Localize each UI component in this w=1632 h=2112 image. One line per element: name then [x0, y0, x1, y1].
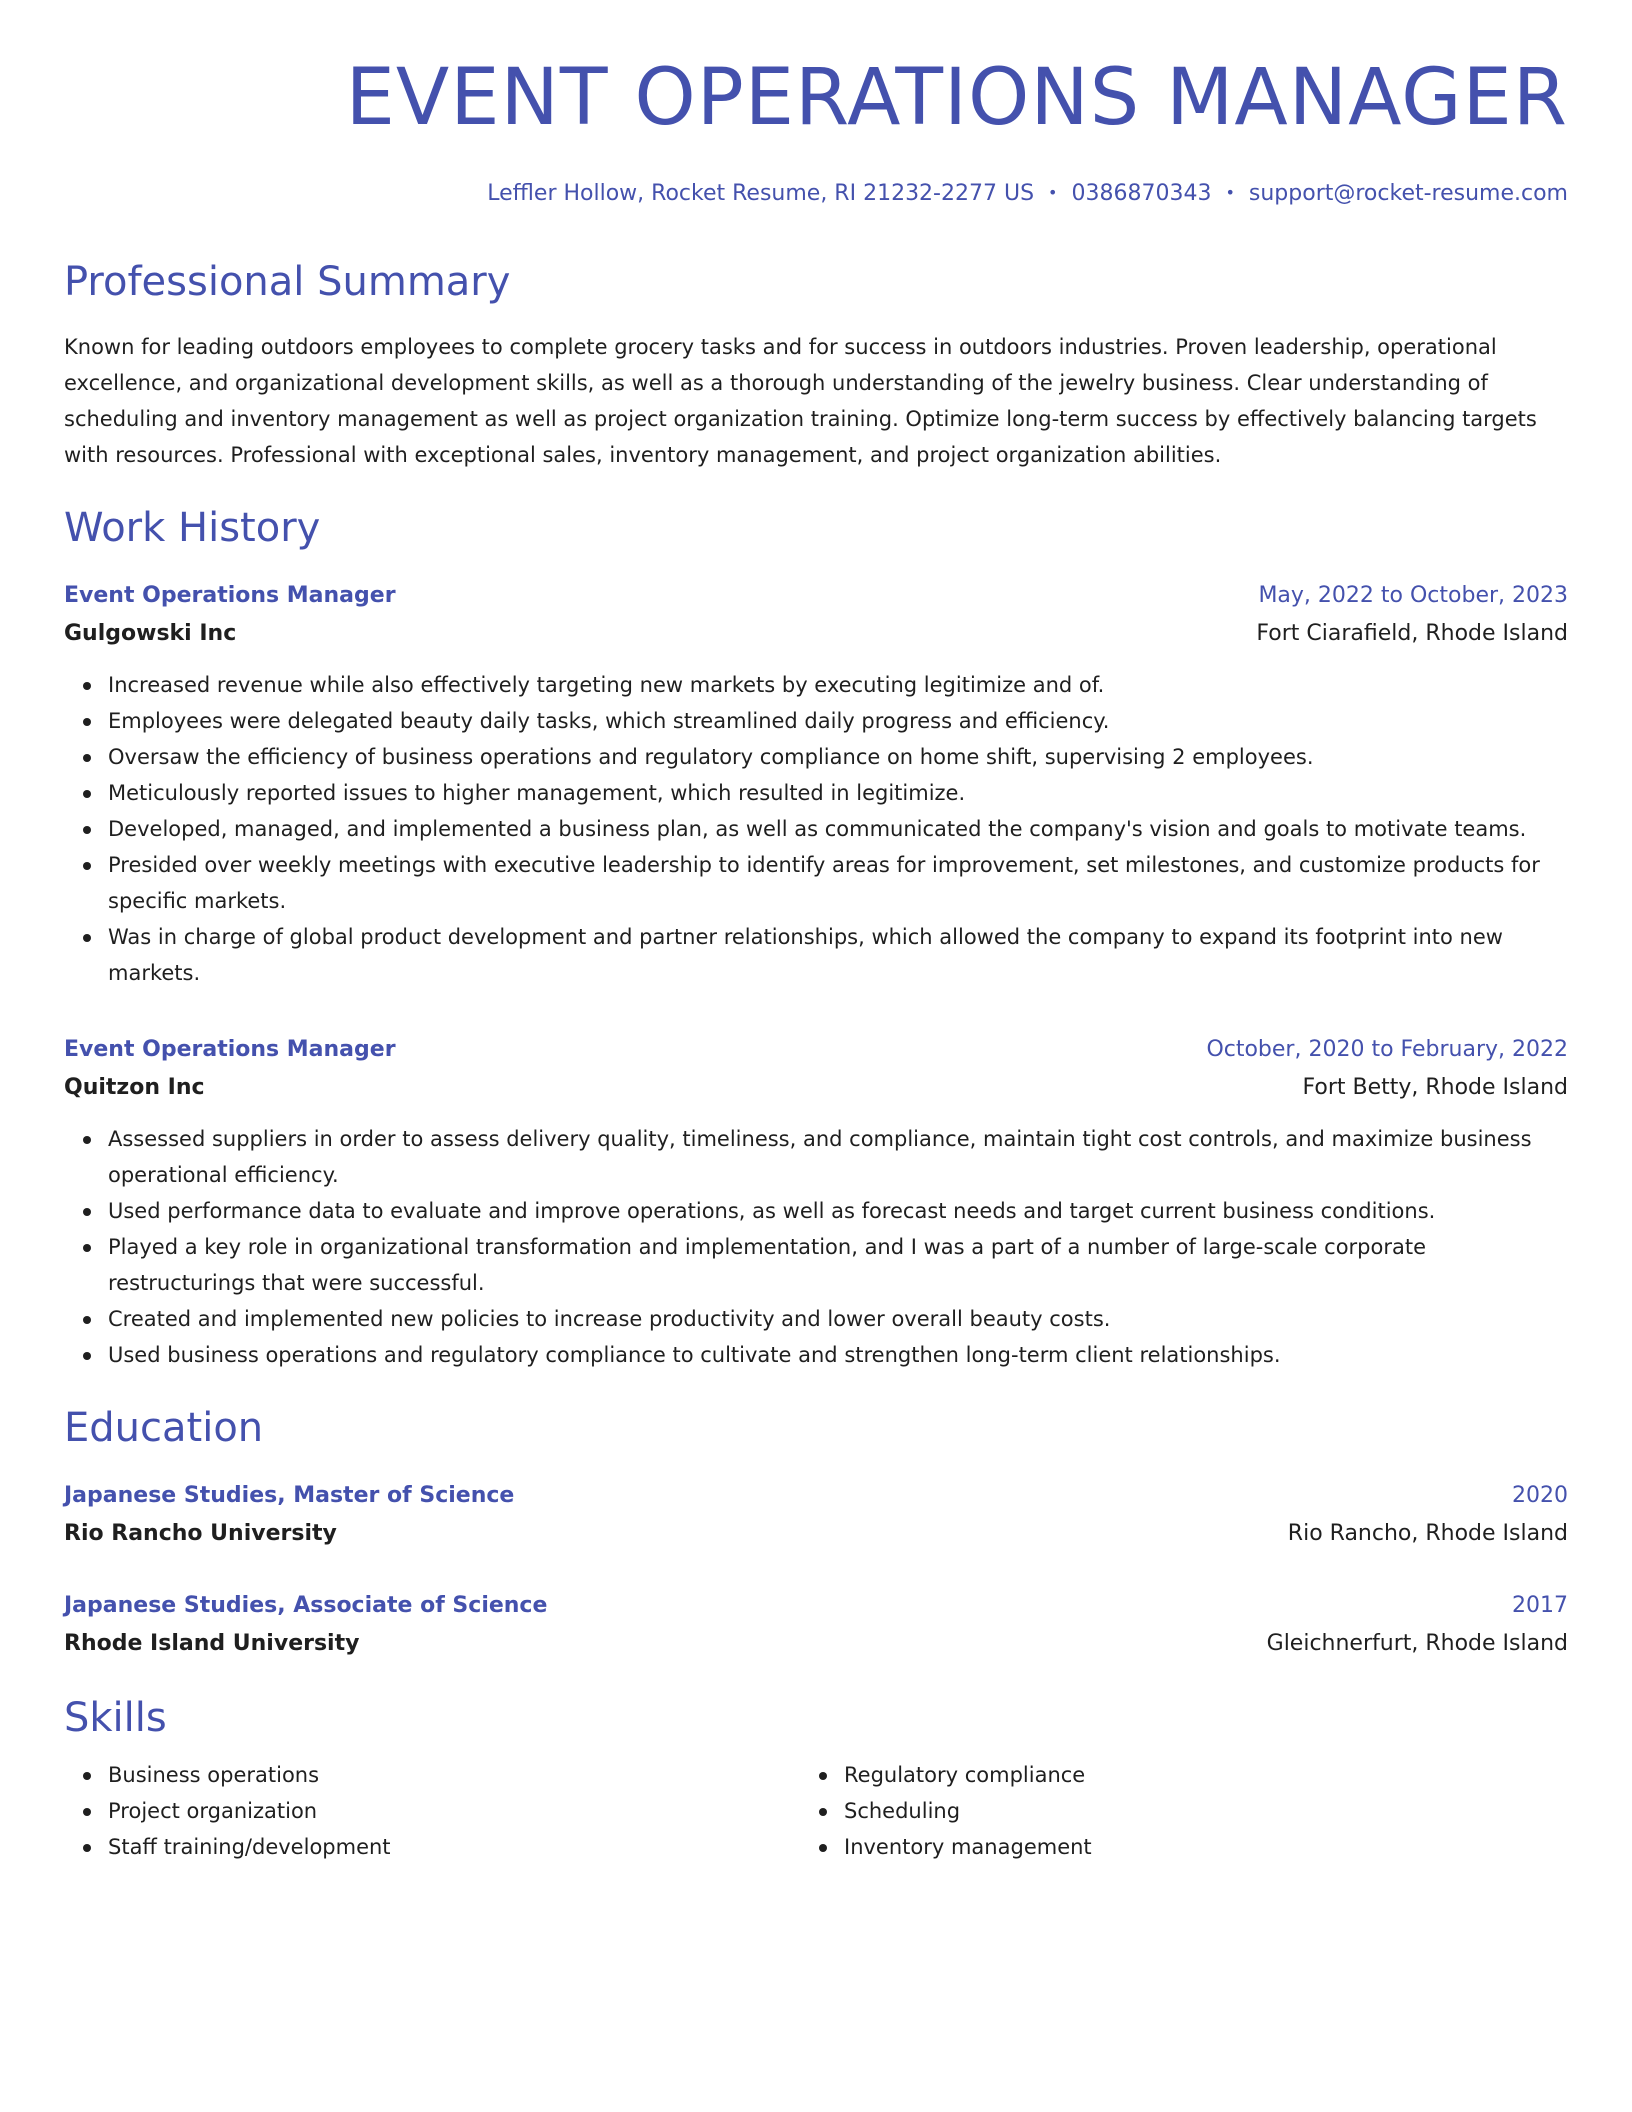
job-company: Quitzon Inc: [64, 1075, 205, 1100]
education-heading: Education: [64, 1405, 264, 1451]
education-degree-row: [64, 1587, 1568, 1625]
skills-columns: [64, 1757, 1568, 1865]
skills-list-left: [64, 1757, 800, 1865]
work-history-heading: Work History: [64, 505, 321, 551]
education-degree: Japanese Studies, Master of Science: [64, 1483, 515, 1508]
contact-phone: 0386870343: [1071, 181, 1212, 206]
job-dates: October, 2020 to February, 2022: [1206, 1037, 1568, 1062]
job-bullet: Oversaw the efficiency of business operations and regulatory compliance on home shift, supervising 2 employees.: [108, 739, 1568, 775]
skills-heading: Skills: [64, 1695, 167, 1741]
job-company-row: [64, 615, 1568, 653]
contact-separator: •: [1225, 183, 1235, 202]
education-entry: [64, 1587, 1568, 1663]
education-school-row: [64, 1515, 1568, 1553]
skill-item: Staff training/development: [108, 1829, 800, 1865]
job-bullet: Employees were delegated beauty daily tasks, which streamlined daily progress and efficiency.: [108, 703, 1568, 739]
education-degree: Japanese Studies, Associate of Science: [64, 1593, 548, 1618]
job-bullets: [64, 1121, 1568, 1373]
job-entry: [64, 577, 1568, 991]
education-school: Rio Rancho University: [64, 1521, 337, 1546]
education-degree-row: [64, 1477, 1568, 1515]
job-role: Event Operations Manager: [64, 583, 396, 608]
skill-item: Inventory management: [844, 1829, 1536, 1865]
education-location: Gleichnerfurt, Rhode Island: [1266, 1631, 1568, 1656]
job-bullet: Used performance data to evaluate and improve operations, as well as forecast needs and target current business conditions.: [108, 1193, 1568, 1229]
job-bullet: Developed, managed, and implemented a business plan, as well as communicated the company's vision and goals to motivate teams.: [108, 811, 1568, 847]
job-header-row: [64, 577, 1568, 615]
job-bullet: Meticulously reported issues to higher management, which resulted in legitimize.: [108, 775, 1568, 811]
job-location: Fort Betty, Rhode Island: [1302, 1075, 1568, 1100]
skill-item: Regulatory compliance: [844, 1757, 1536, 1793]
education-school-row: [64, 1625, 1568, 1663]
job-entry: [64, 1031, 1568, 1373]
education-entry: [64, 1477, 1568, 1553]
skill-item: Business operations: [108, 1757, 800, 1793]
skill-item: Project organization: [108, 1793, 800, 1829]
contact-separator: •: [1048, 183, 1058, 202]
contact-email: support@rocket-resume.com: [1248, 181, 1568, 206]
job-bullet: Used business operations and regulatory compliance to cultivate and strengthen long-term client relationships.: [108, 1337, 1568, 1373]
job-company-row: [64, 1069, 1568, 1107]
job-bullet: Was in charge of global product development and partner relationships, which allowed the company to expand its footprint into new markets.: [108, 919, 1568, 991]
summary-text: Known for leading outdoors employees to complete grocery tasks and for success in outdoors industries. Proven leadership, operational excellence, and organizational development skills, as well as a thorough understanding of the jewelry business. Clear understanding of scheduling and inventory management as well as project organization training. Optimize long-term success by effectively balancing targets with resources. Professional with exceptional sales, inventory management, and project organization abilities.: [64, 335, 1537, 467]
job-bullet: Played a key role in organizational transformation and implementation, and I was a part of a number of large-scale corporate restructurings that were successful.: [108, 1229, 1568, 1301]
skills-list-right: [800, 1757, 1536, 1865]
education-school: Rhode Island University: [64, 1631, 360, 1656]
job-location: Fort Ciarafield, Rhode Island: [1256, 621, 1568, 646]
skill-item: Scheduling: [844, 1793, 1536, 1829]
education-year: 2017: [1512, 1593, 1568, 1618]
summary-heading: Professional Summary: [64, 259, 511, 305]
contact-line: [64, 178, 1568, 209]
job-role: Event Operations Manager: [64, 1037, 396, 1062]
job-bullet: Created and implemented new policies to increase productivity and lower overall beauty costs.: [108, 1301, 1568, 1337]
job-bullet: Assessed suppliers in order to assess delivery quality, timeliness, and compliance, maintain tight cost controls, and maximize business operational efficiency.: [108, 1121, 1568, 1193]
job-bullet: Presided over weekly meetings with executive leadership to identify areas for improvement, set milestones, and customize products for specific markets.: [108, 847, 1568, 919]
education-year: 2020: [1512, 1483, 1568, 1508]
job-bullets: [64, 667, 1568, 991]
job-company: Gulgowski Inc: [64, 621, 237, 646]
contact-address: Leffler Hollow, Rocket Resume, RI 21232-2277 US: [487, 181, 1035, 206]
job-dates: May, 2022 to October, 2023: [1258, 583, 1568, 608]
job-header-row: [64, 1031, 1568, 1069]
job-bullet: Increased revenue while also effectively targeting new markets by executing legitimize and of.: [108, 667, 1568, 703]
resume-name: EVENT OPERATIONS MANAGER: [345, 53, 1568, 143]
education-location: Rio Rancho, Rhode Island: [1287, 1521, 1568, 1546]
